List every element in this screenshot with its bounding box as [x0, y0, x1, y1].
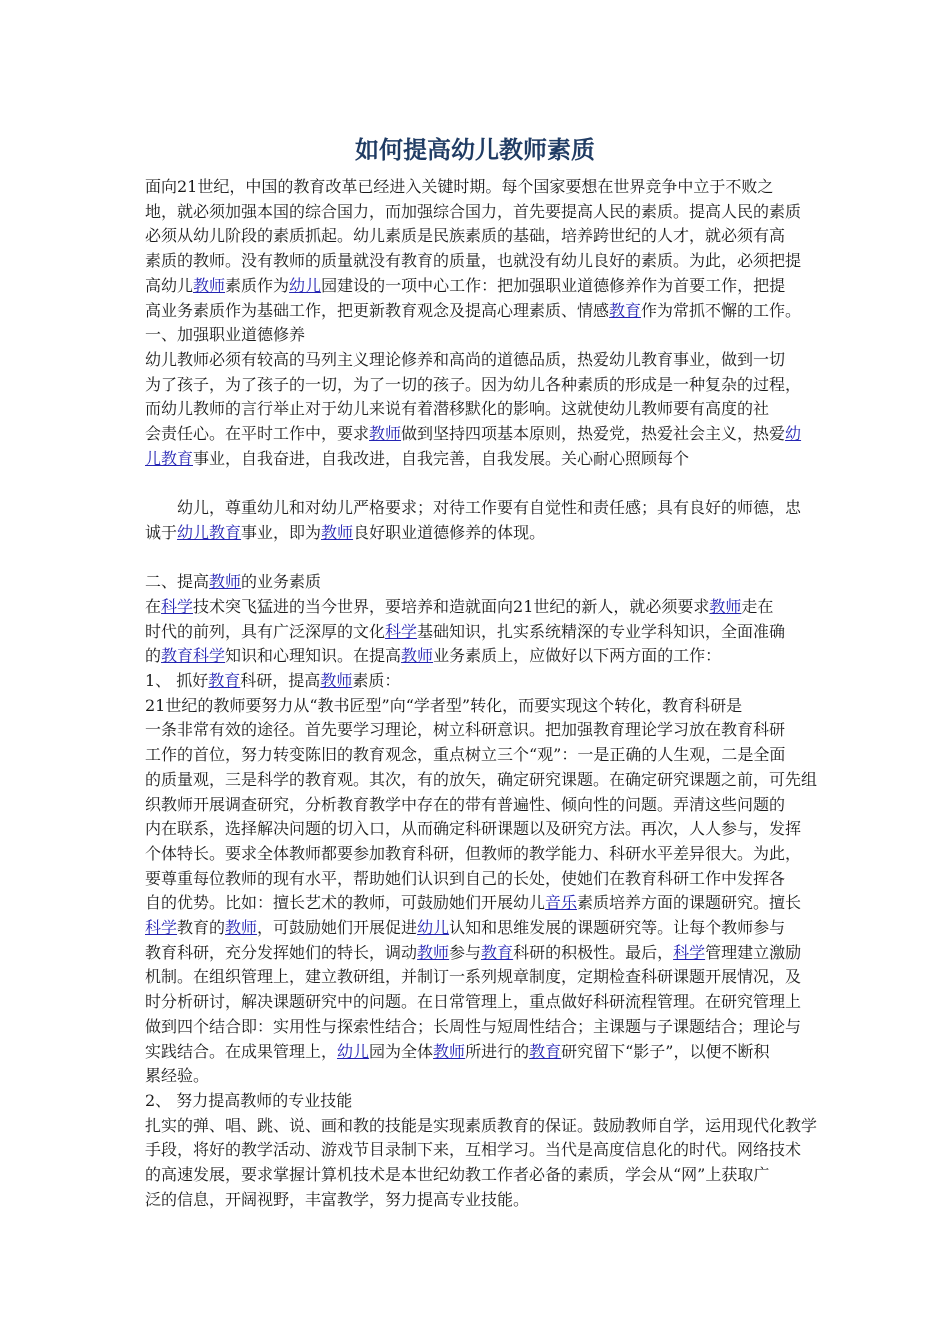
text-line — [145, 570, 815, 595]
keyword-link[interactable]: 教师 — [225, 918, 258, 938]
keyword-link[interactable]: 教育 — [609, 300, 642, 320]
keyword-link[interactable]: 幼儿教育 — [177, 522, 242, 542]
text-run: 1、 抓好 — [145, 671, 209, 691]
text-run: 一条非常有效的途径。首先要学习理论，树立科研意识。把加强教育理论学习放在教育科研 — [145, 720, 786, 740]
keyword-link[interactable]: 科学 — [161, 596, 194, 616]
text-run: 21世纪的教师要努力从“教书匠型”向“学者型”转化，而要实现这个转化，教育科研是 — [145, 695, 743, 715]
text-run: 手段，将好的教学活动、游戏节目录制下来，互相学习。当代是高度信息化的时代。网络技术 — [145, 1140, 802, 1160]
text-run: 事业，即为 — [241, 522, 322, 542]
text-run: 业务素质上，应做好以下两方面的工作： — [433, 646, 722, 666]
text-run: 园建设的一项中心工作：把加强职业道德修养作为首要工作，把提 — [321, 275, 786, 295]
keyword-link[interactable]: 教育科学 — [161, 646, 226, 666]
text-run: 研究留下“影子”，以便不断积 — [561, 1041, 770, 1061]
keyword-link[interactable]: 音乐 — [545, 893, 578, 913]
text-line — [145, 743, 815, 768]
keyword-link[interactable]: 幼儿 — [337, 1041, 370, 1061]
paragraph-gap — [145, 471, 815, 496]
text-run: 诚于 — [145, 522, 178, 542]
text-line — [145, 447, 815, 472]
text-run: 的 — [145, 646, 162, 666]
text-run: 素质培养方面的课题研究。擅长 — [577, 893, 802, 913]
text-line — [145, 1163, 815, 1188]
text-line — [145, 644, 815, 669]
keyword-link[interactable]: 科学 — [145, 918, 178, 938]
text-line — [145, 817, 815, 842]
keyword-link[interactable]: 教师 — [320, 671, 353, 691]
text-run: 时分析研讨，解决课题研究中的问题。在日常管理上，重点做好科研流程管理。在研究管理上 — [145, 992, 802, 1012]
text-line — [145, 694, 815, 719]
text-run: 要尊重每位教师的现有水平，帮助她们认识到自己的长处，使她们在教育科研工作中发挥各 — [145, 868, 786, 888]
text-run: 自的优势。比如：擅长艺术的教师，可鼓励她们开展幼儿 — [145, 893, 546, 913]
text-run: 基础知识，扎实系统精深的专业学科知识，全面准确 — [417, 621, 786, 641]
text-run: 在 — [145, 596, 162, 616]
keyword-link[interactable]: 科学 — [385, 621, 418, 641]
text-run: 参与 — [449, 942, 482, 962]
text-run: 素质的教师。没有教师的质量就没有教育的质量，也就没有幼儿良好的素质。为此，必须把提 — [145, 251, 802, 271]
text-run: 教育的 — [177, 918, 226, 938]
text-run: 实践结合。在成果管理上， — [145, 1041, 338, 1061]
text-line — [145, 1188, 815, 1213]
text-run: 累经验。 — [145, 1066, 210, 1086]
text-run: 做到坚持四项基本原则，热爱党，热爱社会主义，热爱 — [401, 424, 786, 444]
text-run: ，可鼓励她们开展促进 — [257, 918, 418, 938]
document-body — [145, 175, 818, 1213]
text-run: 扎实的弹、唱、跳、说、画和教的技能是实现素质教育的保证。鼓励教师自学，运用现代化教学 — [145, 1115, 818, 1135]
text-run: 认知和思维发展的课题研究等。让每个教师参与 — [449, 918, 786, 938]
text-run: 科研，提高 — [240, 671, 321, 691]
text-run: 高幼儿 — [145, 275, 194, 295]
text-line — [145, 990, 815, 1015]
text-run: 做到四个结合即：实用性与探索性结合；长周性与短周性结合；主课题与子课题结合；理论与 — [145, 1016, 802, 1036]
text-line — [145, 224, 815, 249]
text-run: 会责任心。在平时工作中，要求 — [145, 424, 370, 444]
text-run: 个体特长。要求全体教师都要参加教育科研，但教师的教学能力、科研水平差异很大。为此， — [145, 843, 802, 863]
text-run: 良好职业道德修养的体现。 — [353, 522, 546, 542]
keyword-link[interactable]: 教师 — [417, 942, 450, 962]
keyword-link[interactable]: 教师 — [401, 646, 434, 666]
text-line — [145, 595, 815, 620]
keyword-link[interactable]: 幼儿 — [417, 918, 450, 938]
text-line — [145, 793, 815, 818]
text-run: 幼儿教师必须有较高的马列主义理论修养和高尚的道德品质，热爱幼儿教育事业，做到一切 — [145, 349, 786, 369]
text-line — [145, 965, 815, 990]
keyword-link[interactable]: 教育 — [529, 1041, 562, 1061]
text-run: 内在联系，选择解决问题的切入口，从而确定科研课题以及研究方法。再次，人人参与，发挥 — [145, 819, 802, 839]
text-line — [145, 323, 815, 348]
text-line — [145, 768, 818, 793]
text-run: 作为常抓不懈的工作。 — [641, 300, 802, 320]
text-line — [145, 1114, 818, 1139]
text-run: 时代的前列，具有广泛深厚的文化 — [145, 621, 386, 641]
text-line — [145, 941, 815, 966]
keyword-link[interactable]: 幼儿 — [289, 275, 322, 295]
text-line — [145, 422, 815, 447]
keyword-link[interactable]: 教育 — [208, 671, 241, 691]
keyword-link[interactable]: 教师 — [321, 522, 354, 542]
text-line — [145, 669, 815, 694]
keyword-link[interactable]: 幼 — [785, 424, 802, 444]
text-run: 面向21世纪，中国的教育改革已经进入关键时期。每个国家要想在世界竞争中立于不败之 — [145, 177, 774, 196]
document-title: 如何提高幼儿教师素质 — [355, 136, 595, 164]
text-run: 地，就必须加强本国的综合国力，而加强综合国力，首先要提高人民的素质。提高人民的素质 — [145, 201, 802, 221]
text-run: 科研的积极性。最后， — [513, 942, 674, 962]
keyword-link[interactable]: 教师 — [433, 1041, 466, 1061]
text-run: 知识和心理知识。在提高 — [225, 646, 402, 666]
paragraph-gap — [145, 546, 815, 571]
text-run: 园为全体 — [369, 1041, 434, 1061]
text-line — [145, 916, 815, 941]
text-line — [145, 274, 815, 299]
text-line — [145, 891, 815, 916]
text-run: 幼儿，尊重幼儿和对幼儿严格要求；对待工作要有自觉性和责任感；具有良好的师德，忠 — [177, 498, 802, 518]
text-run: 工作的首位，努力转变陈旧的教育观念，重点树立三个“观”：一是正确的人生观，二是全面 — [145, 745, 786, 765]
text-run: 管理建立激励 — [705, 942, 802, 962]
text-run: 的高速发展，要求掌握计算机技术是本世纪幼教工作者必备的素质，学会从“网”上获取广 — [145, 1165, 770, 1185]
text-line — [145, 1040, 815, 1065]
text-line — [145, 1089, 815, 1114]
text-run: 的业务素质 — [241, 572, 322, 592]
text-line — [145, 397, 815, 422]
text-line — [145, 249, 815, 274]
text-line — [145, 1015, 815, 1040]
text-run: 织教师开展调查研究，分析教育教学中存在的带有普遍性、倾向性的问题。弄清这些问题的 — [145, 794, 786, 814]
text-line — [145, 842, 815, 867]
text-run: 素质： — [352, 671, 401, 691]
text-run: 教育科研，充分发挥她们的特长，调动 — [145, 942, 418, 962]
text-line — [145, 620, 815, 645]
keyword-link[interactable]: 儿教育 — [145, 448, 194, 468]
text-line — [145, 1138, 815, 1163]
text-line — [145, 200, 815, 225]
text-run: 2、 努力提高教师的专业技能 — [145, 1090, 353, 1110]
keyword-link[interactable]: 教师 — [209, 572, 242, 592]
text-line — [145, 867, 815, 892]
text-run: 技术突飞猛进的当今世界，要培养和造就面向21世纪的新人，就必须要求 — [193, 596, 710, 616]
text-line — [145, 1064, 815, 1089]
text-run: 的质量观，三是科学的教育观。其次，有的放矢，确定研究课题。在确定研究课题之前，可先组 — [145, 769, 818, 789]
text-run: 高业务素质作为基础工作，把更新教育观念及提高心理素质、情感 — [145, 300, 610, 320]
text-run: 机制。在组织管理上，建立教研组，并制订一系列规章制度，定期检查科研课题开展情况，及 — [145, 967, 802, 987]
text-run: 而幼儿教师的言行举止对于幼儿来说有着潜移默化的影响。这就使幼儿教师要有高度的社 — [145, 399, 770, 419]
text-line — [145, 718, 815, 743]
text-run: 走在 — [741, 596, 774, 616]
text-line — [145, 175, 815, 200]
text-run: 泛的信息，开阔视野，丰富教学，努力提高专业技能。 — [145, 1189, 530, 1209]
text-run: 事业，自我奋进，自我改进，自我完善，自我发展。关心耐心照顾每个 — [193, 448, 690, 468]
text-run: 一、加强职业道德修养 — [145, 325, 306, 345]
text-run: 所进行的 — [465, 1041, 530, 1061]
text-line — [145, 496, 815, 521]
text-line — [145, 373, 815, 398]
text-run: 为了孩子，为了孩子的一切，为了一切的孩子。因为幼儿各种素质的形成是一种复杂的过程， — [145, 374, 802, 394]
keyword-link[interactable]: 教师 — [369, 424, 402, 444]
keyword-link[interactable]: 科学 — [673, 942, 706, 962]
keyword-link[interactable]: 教育 — [481, 942, 514, 962]
text-run: 素质作为 — [225, 275, 290, 295]
text-line — [145, 521, 815, 546]
text-run: 二、提高 — [145, 572, 210, 592]
text-run: 必须从幼儿阶段的素质抓起。幼儿素质是民族素质的基础，培养跨世纪的人才，就必须有高 — [145, 226, 786, 246]
text-line — [145, 299, 815, 324]
keyword-link[interactable]: 教师 — [193, 275, 226, 295]
keyword-link[interactable]: 教师 — [709, 596, 742, 616]
text-line — [145, 348, 815, 373]
